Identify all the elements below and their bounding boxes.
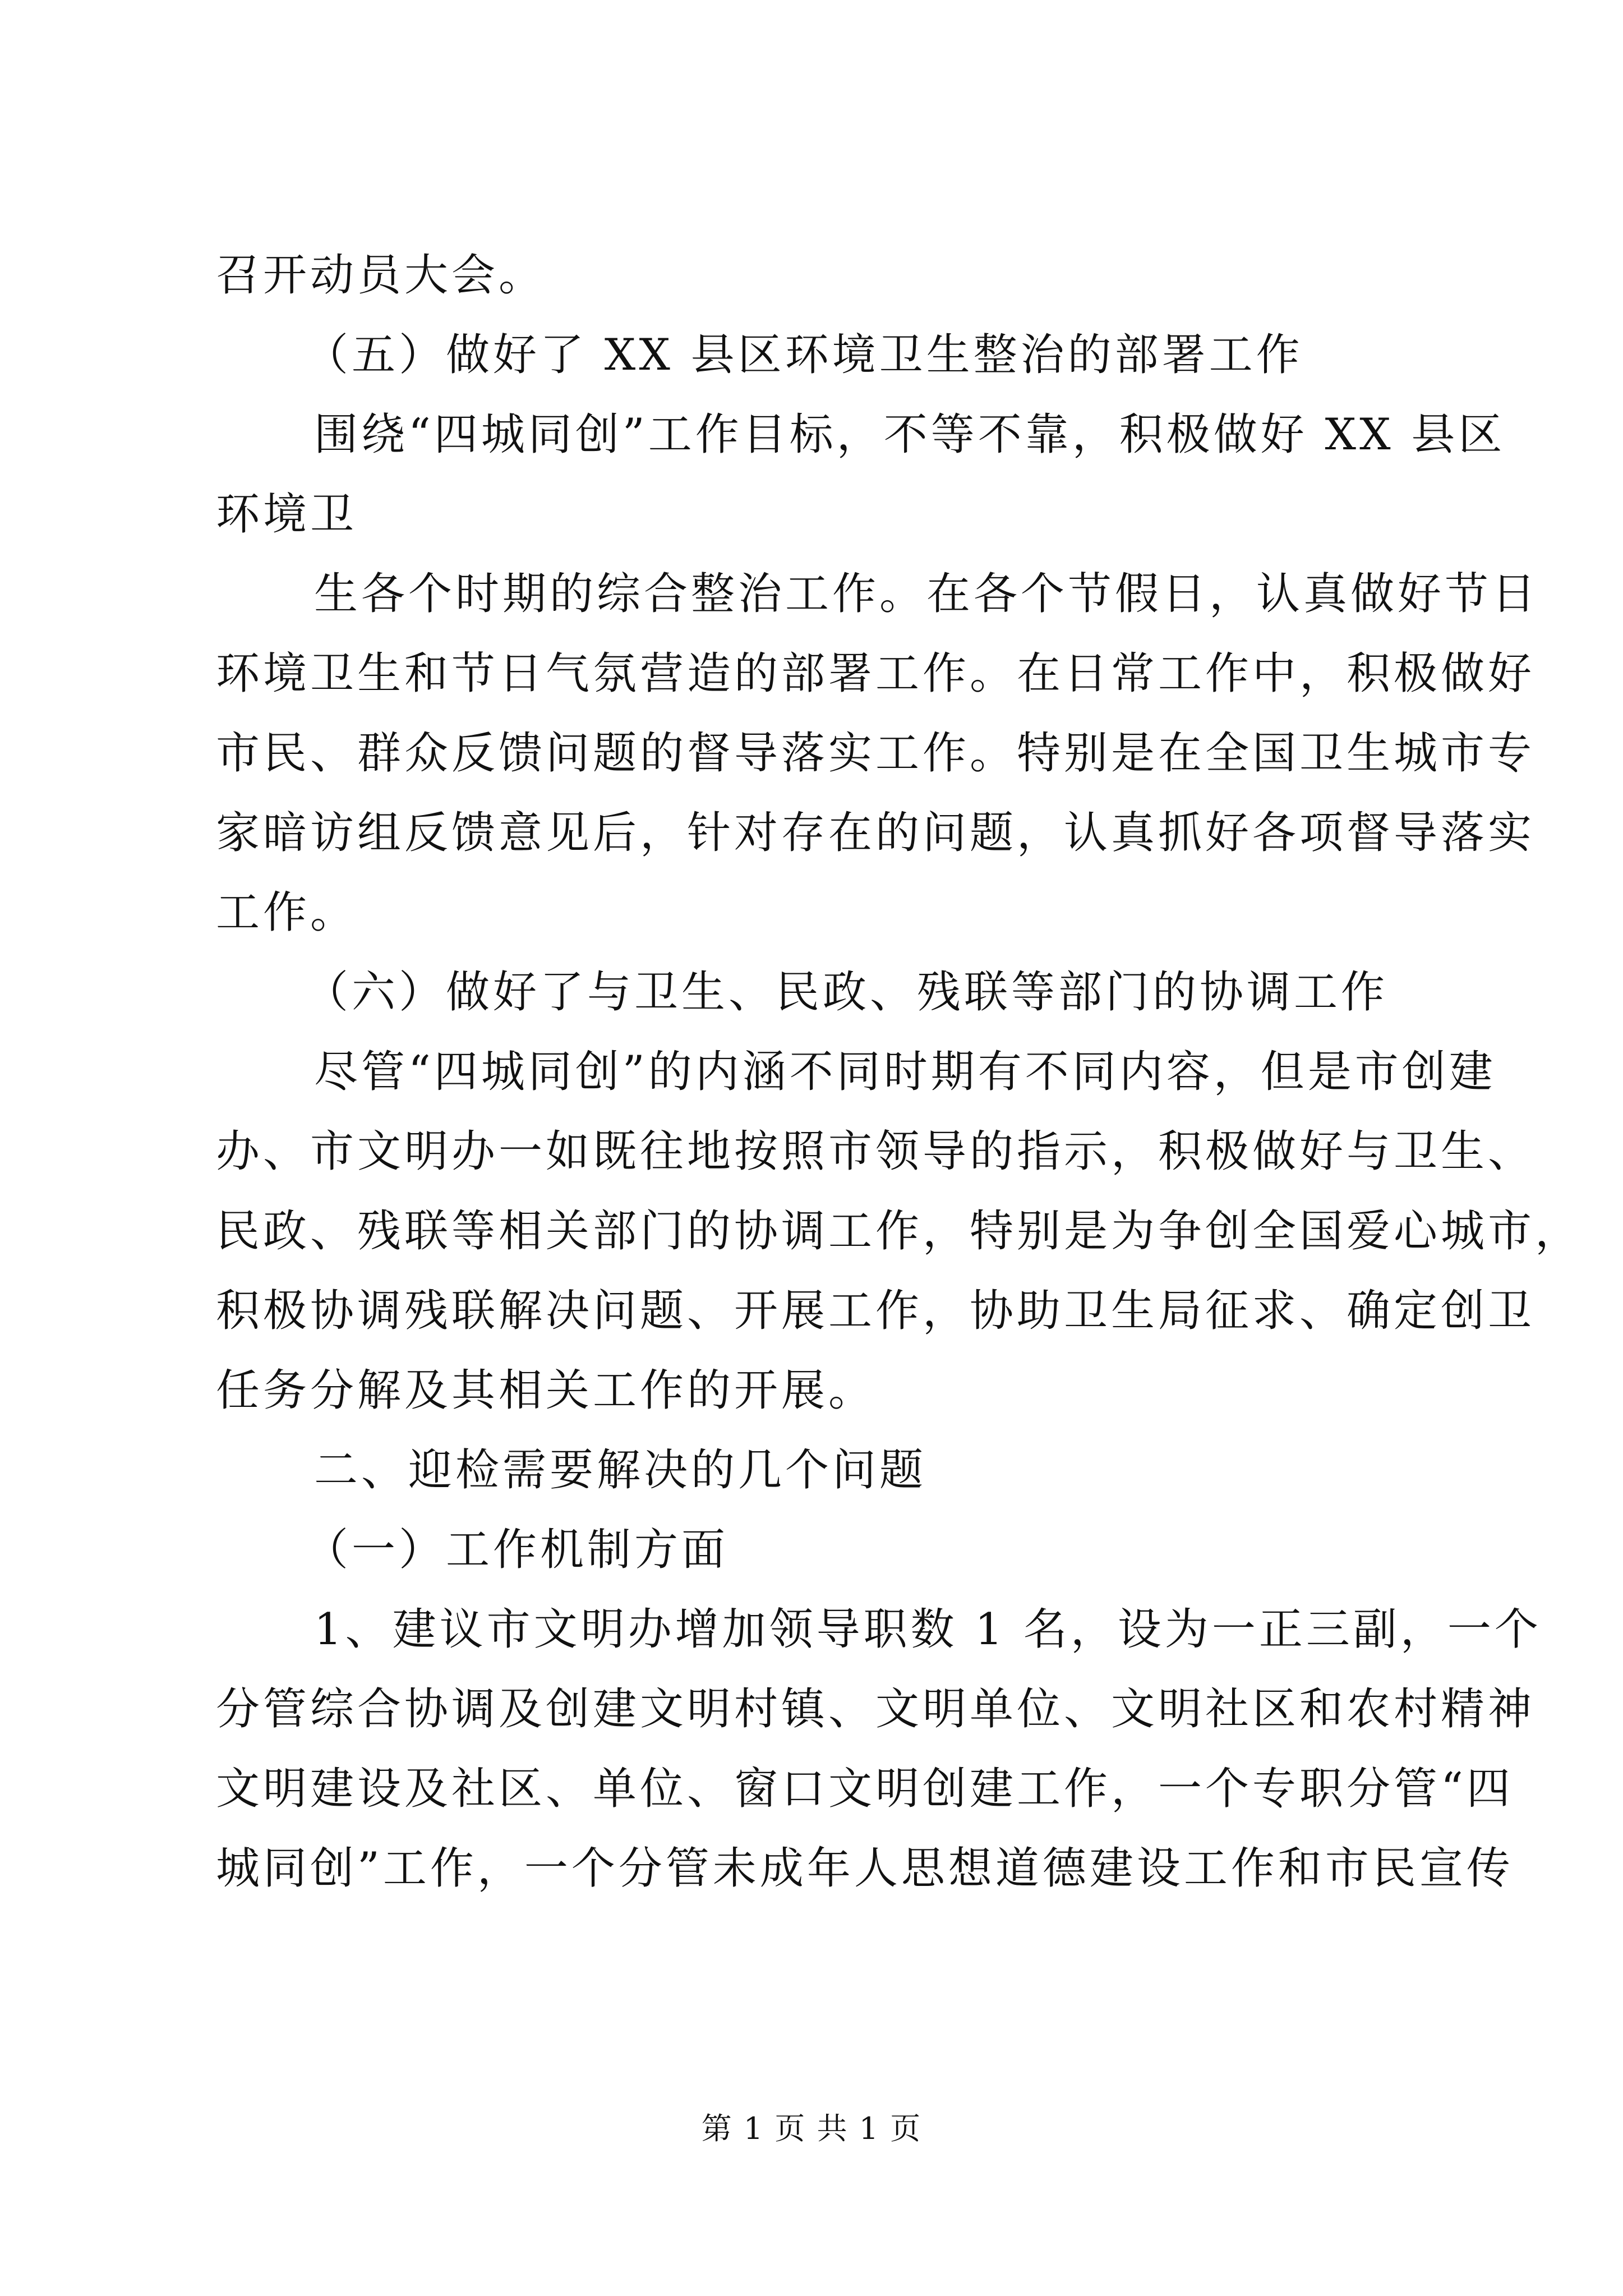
text-line: 1、建议市文明办增加领导职数 1 名，设为一正三副，一个 bbox=[314, 1604, 1542, 1655]
text-line: 分管综合协调及创建文明村镇、文明单位、文明社区和农村精神 bbox=[216, 1684, 1536, 1734]
text-line: 积极协调残联解决问题、开展工作，协助卫生局征求、确定创卫 bbox=[216, 1286, 1536, 1336]
text-line: 尽管“四城同创”的内涵不同时期有不同内容，但是市创建 bbox=[314, 1047, 1496, 1097]
text-line: 召开动员大会。 bbox=[216, 250, 546, 301]
text-line: 工作。 bbox=[216, 887, 358, 938]
section-heading: 二、迎检需要解决的几个问题 bbox=[314, 1445, 927, 1496]
text-line: 环境卫生和节日气氛营造的部署工作。在日常工作中，积极做好 bbox=[216, 648, 1536, 699]
text-line: 市民、群众反馈问题的督导落实工作。特别是在全国卫生城市专 bbox=[216, 728, 1536, 779]
text-line: 环境卫 bbox=[216, 489, 358, 540]
text-line: 生各个时期的综合整治工作。在各个节假日，认真做好节日 bbox=[314, 569, 1539, 619]
text-line: 家暗访组反馈意见后，针对存在的问题，认真抓好各项督导落实 bbox=[216, 808, 1536, 858]
text-line: 民政、残联等相关部门的协调工作，特别是为争创全国爱心城市， bbox=[216, 1206, 1583, 1257]
page-number-footer: 第 1 页 共 1 页 bbox=[701, 2111, 922, 2146]
text-line: 围绕“四城同创”工作目标，不等不靠，积极做好 XX 县区 bbox=[314, 409, 1506, 460]
text-line: 任务分解及其相关工作的开展。 bbox=[216, 1365, 876, 1416]
section-heading: （一）工作机制方面 bbox=[305, 1525, 729, 1575]
text-line: 办、市文明办一如既往地按照市领导的指示，积极做好与卫生、 bbox=[216, 1126, 1536, 1177]
document-body bbox=[216, 236, 1583, 1908]
text-line: 文明建设及社区、单位、窗口文明创建工作，一个专职分管“四 bbox=[216, 1764, 1514, 1814]
text-line: 城同创”工作，一个分管未成年人思想道德建设工作和市民宣传 bbox=[216, 1843, 1514, 1894]
section-heading: （六）做好了与卫生、民政、残联等部门的协调工作 bbox=[305, 967, 1389, 1018]
section-heading: （五）做好了 XX 县区环境卫生整治的部署工作 bbox=[305, 330, 1303, 380]
